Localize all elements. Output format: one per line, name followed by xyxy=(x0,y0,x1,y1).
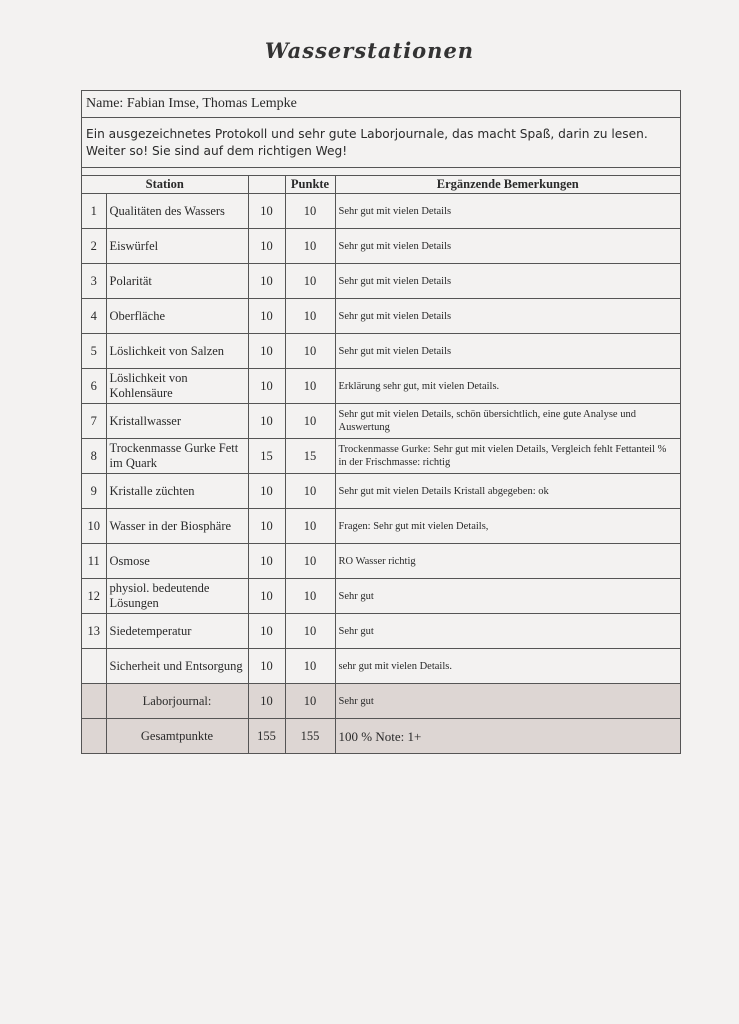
table-row xyxy=(82,474,680,509)
header-station: Station xyxy=(82,176,248,194)
max-points: 10 xyxy=(248,509,285,544)
remark: Sehr gut xyxy=(335,579,680,614)
remark: RO Wasser richtig xyxy=(335,544,680,579)
station-name: Oberfläche xyxy=(106,299,248,334)
max-points: 10 xyxy=(248,614,285,649)
max-points: 10 xyxy=(248,334,285,369)
station-number: 5 xyxy=(82,334,106,369)
header-punkte: Punkte xyxy=(285,176,335,194)
awarded-points: 10 xyxy=(285,404,335,439)
summary-remark: 100 % Note: 1+ xyxy=(335,719,680,754)
table-row xyxy=(82,509,680,544)
evaluation-sheet xyxy=(81,90,681,754)
table-row xyxy=(82,544,680,579)
remark: Sehr gut mit vielen Details xyxy=(335,194,680,229)
station-name: Qualitäten des Wassers xyxy=(106,194,248,229)
station-name: Trockenmasse Gurke Fett im Quark xyxy=(106,439,248,474)
station-name: physiol. bedeutende Lösungen xyxy=(106,579,248,614)
table-row xyxy=(82,579,680,614)
awarded-points: 10 xyxy=(285,509,335,544)
station-number: 2 xyxy=(82,229,106,264)
summary-label: Gesamtpunkte xyxy=(106,719,248,754)
station-name: Löslichkeit von Salzen xyxy=(106,334,248,369)
teacher-comment: Ein ausgezeichnetes Protokoll und sehr gute Laborjournale, das macht Spaß, darin zu lesen. Weiter so! Sie sind auf dem richtigen Weg! xyxy=(82,118,680,168)
max-points: 10 xyxy=(248,264,285,299)
max-points: 10 xyxy=(248,404,285,439)
remark: Sehr gut mit vielen Details xyxy=(335,334,680,369)
station-number: 9 xyxy=(82,474,106,509)
station-name: Osmose xyxy=(106,544,248,579)
spacer xyxy=(82,168,680,175)
student-names: Name: Fabian Imse, Thomas Lempke xyxy=(82,91,680,118)
max-points: 10 xyxy=(248,544,285,579)
remark: Sehr gut mit vielen Details, schön übersichtlich, eine gute Analyse und Auswertung xyxy=(335,404,680,439)
remark: Trockenmasse Gurke: Sehr gut mit vielen Details, Vergleich fehlt Fettanteil % in der Frischmasse: richtig xyxy=(335,439,680,474)
header-remarks: Ergänzende Bemerkungen xyxy=(335,176,680,194)
station-name: Wasser in der Biosphäre xyxy=(106,509,248,544)
empty-cell xyxy=(82,719,106,754)
remark: Fragen: Sehr gut mit vielen Details, xyxy=(335,509,680,544)
table-row xyxy=(82,264,680,299)
table-row xyxy=(82,649,680,684)
table-row xyxy=(82,439,680,474)
station-name: Siedetemperatur xyxy=(106,614,248,649)
max-points: 15 xyxy=(248,439,285,474)
max-points: 10 xyxy=(248,579,285,614)
station-number: 8 xyxy=(82,439,106,474)
awarded-points: 10 xyxy=(285,334,335,369)
awarded-points: 10 xyxy=(285,229,335,264)
remark: Erklärung sehr gut, mit vielen Details. xyxy=(335,369,680,404)
summary-points: 155 xyxy=(285,719,335,754)
station-number: 12 xyxy=(82,579,106,614)
table-row xyxy=(82,614,680,649)
remark: sehr gut mit vielen Details. xyxy=(335,649,680,684)
summary-remark: Sehr gut xyxy=(335,684,680,719)
station-name: Polarität xyxy=(106,264,248,299)
table-row xyxy=(82,299,680,334)
station-number: 13 xyxy=(82,614,106,649)
table-header-row xyxy=(82,176,680,194)
awarded-points: 10 xyxy=(285,544,335,579)
station-name: Eiswürfel xyxy=(106,229,248,264)
awarded-points: 10 xyxy=(285,614,335,649)
station-number: 7 xyxy=(82,404,106,439)
empty-cell xyxy=(82,684,106,719)
remark: Sehr gut mit vielen Details xyxy=(335,264,680,299)
total-row xyxy=(82,719,680,754)
max-points: 10 xyxy=(248,649,285,684)
max-points: 10 xyxy=(248,299,285,334)
awarded-points: 15 xyxy=(285,439,335,474)
awarded-points: 10 xyxy=(285,474,335,509)
table-row xyxy=(82,194,680,229)
remark: Sehr gut mit vielen Details Kristall abgegeben: ok xyxy=(335,474,680,509)
max-points: 10 xyxy=(248,229,285,264)
station-name: Kristalle züchten xyxy=(106,474,248,509)
station-name: Sicherheit und Entsorgung xyxy=(106,649,248,684)
station-name: Kristallwasser xyxy=(106,404,248,439)
lab-journal-row xyxy=(82,684,680,719)
station-number: 3 xyxy=(82,264,106,299)
page-title: Wasserstationen xyxy=(264,38,475,63)
summary-max: 10 xyxy=(248,684,285,719)
awarded-points: 10 xyxy=(285,194,335,229)
station-name: Löslichkeit von Kohlensäure xyxy=(106,369,248,404)
max-points: 10 xyxy=(248,369,285,404)
awarded-points: 10 xyxy=(285,264,335,299)
station-number: 1 xyxy=(82,194,106,229)
remark: Sehr gut mit vielen Details xyxy=(335,229,680,264)
remark: Sehr gut xyxy=(335,614,680,649)
table-row xyxy=(82,334,680,369)
awarded-points: 10 xyxy=(285,369,335,404)
table-row xyxy=(82,369,680,404)
station-number: 6 xyxy=(82,369,106,404)
summary-points: 10 xyxy=(285,684,335,719)
station-number xyxy=(82,649,106,684)
station-number: 10 xyxy=(82,509,106,544)
max-points: 10 xyxy=(248,194,285,229)
header-empty xyxy=(248,176,285,194)
table-body xyxy=(82,194,680,754)
station-number: 11 xyxy=(82,544,106,579)
grades-table xyxy=(82,175,680,753)
remark: Sehr gut mit vielen Details xyxy=(335,299,680,334)
table-row xyxy=(82,404,680,439)
awarded-points: 10 xyxy=(285,299,335,334)
summary-max: 155 xyxy=(248,719,285,754)
station-number: 4 xyxy=(82,299,106,334)
summary-label: Laborjournal: xyxy=(106,684,248,719)
awarded-points: 10 xyxy=(285,649,335,684)
awarded-points: 10 xyxy=(285,579,335,614)
max-points: 10 xyxy=(248,474,285,509)
table-row xyxy=(82,229,680,264)
